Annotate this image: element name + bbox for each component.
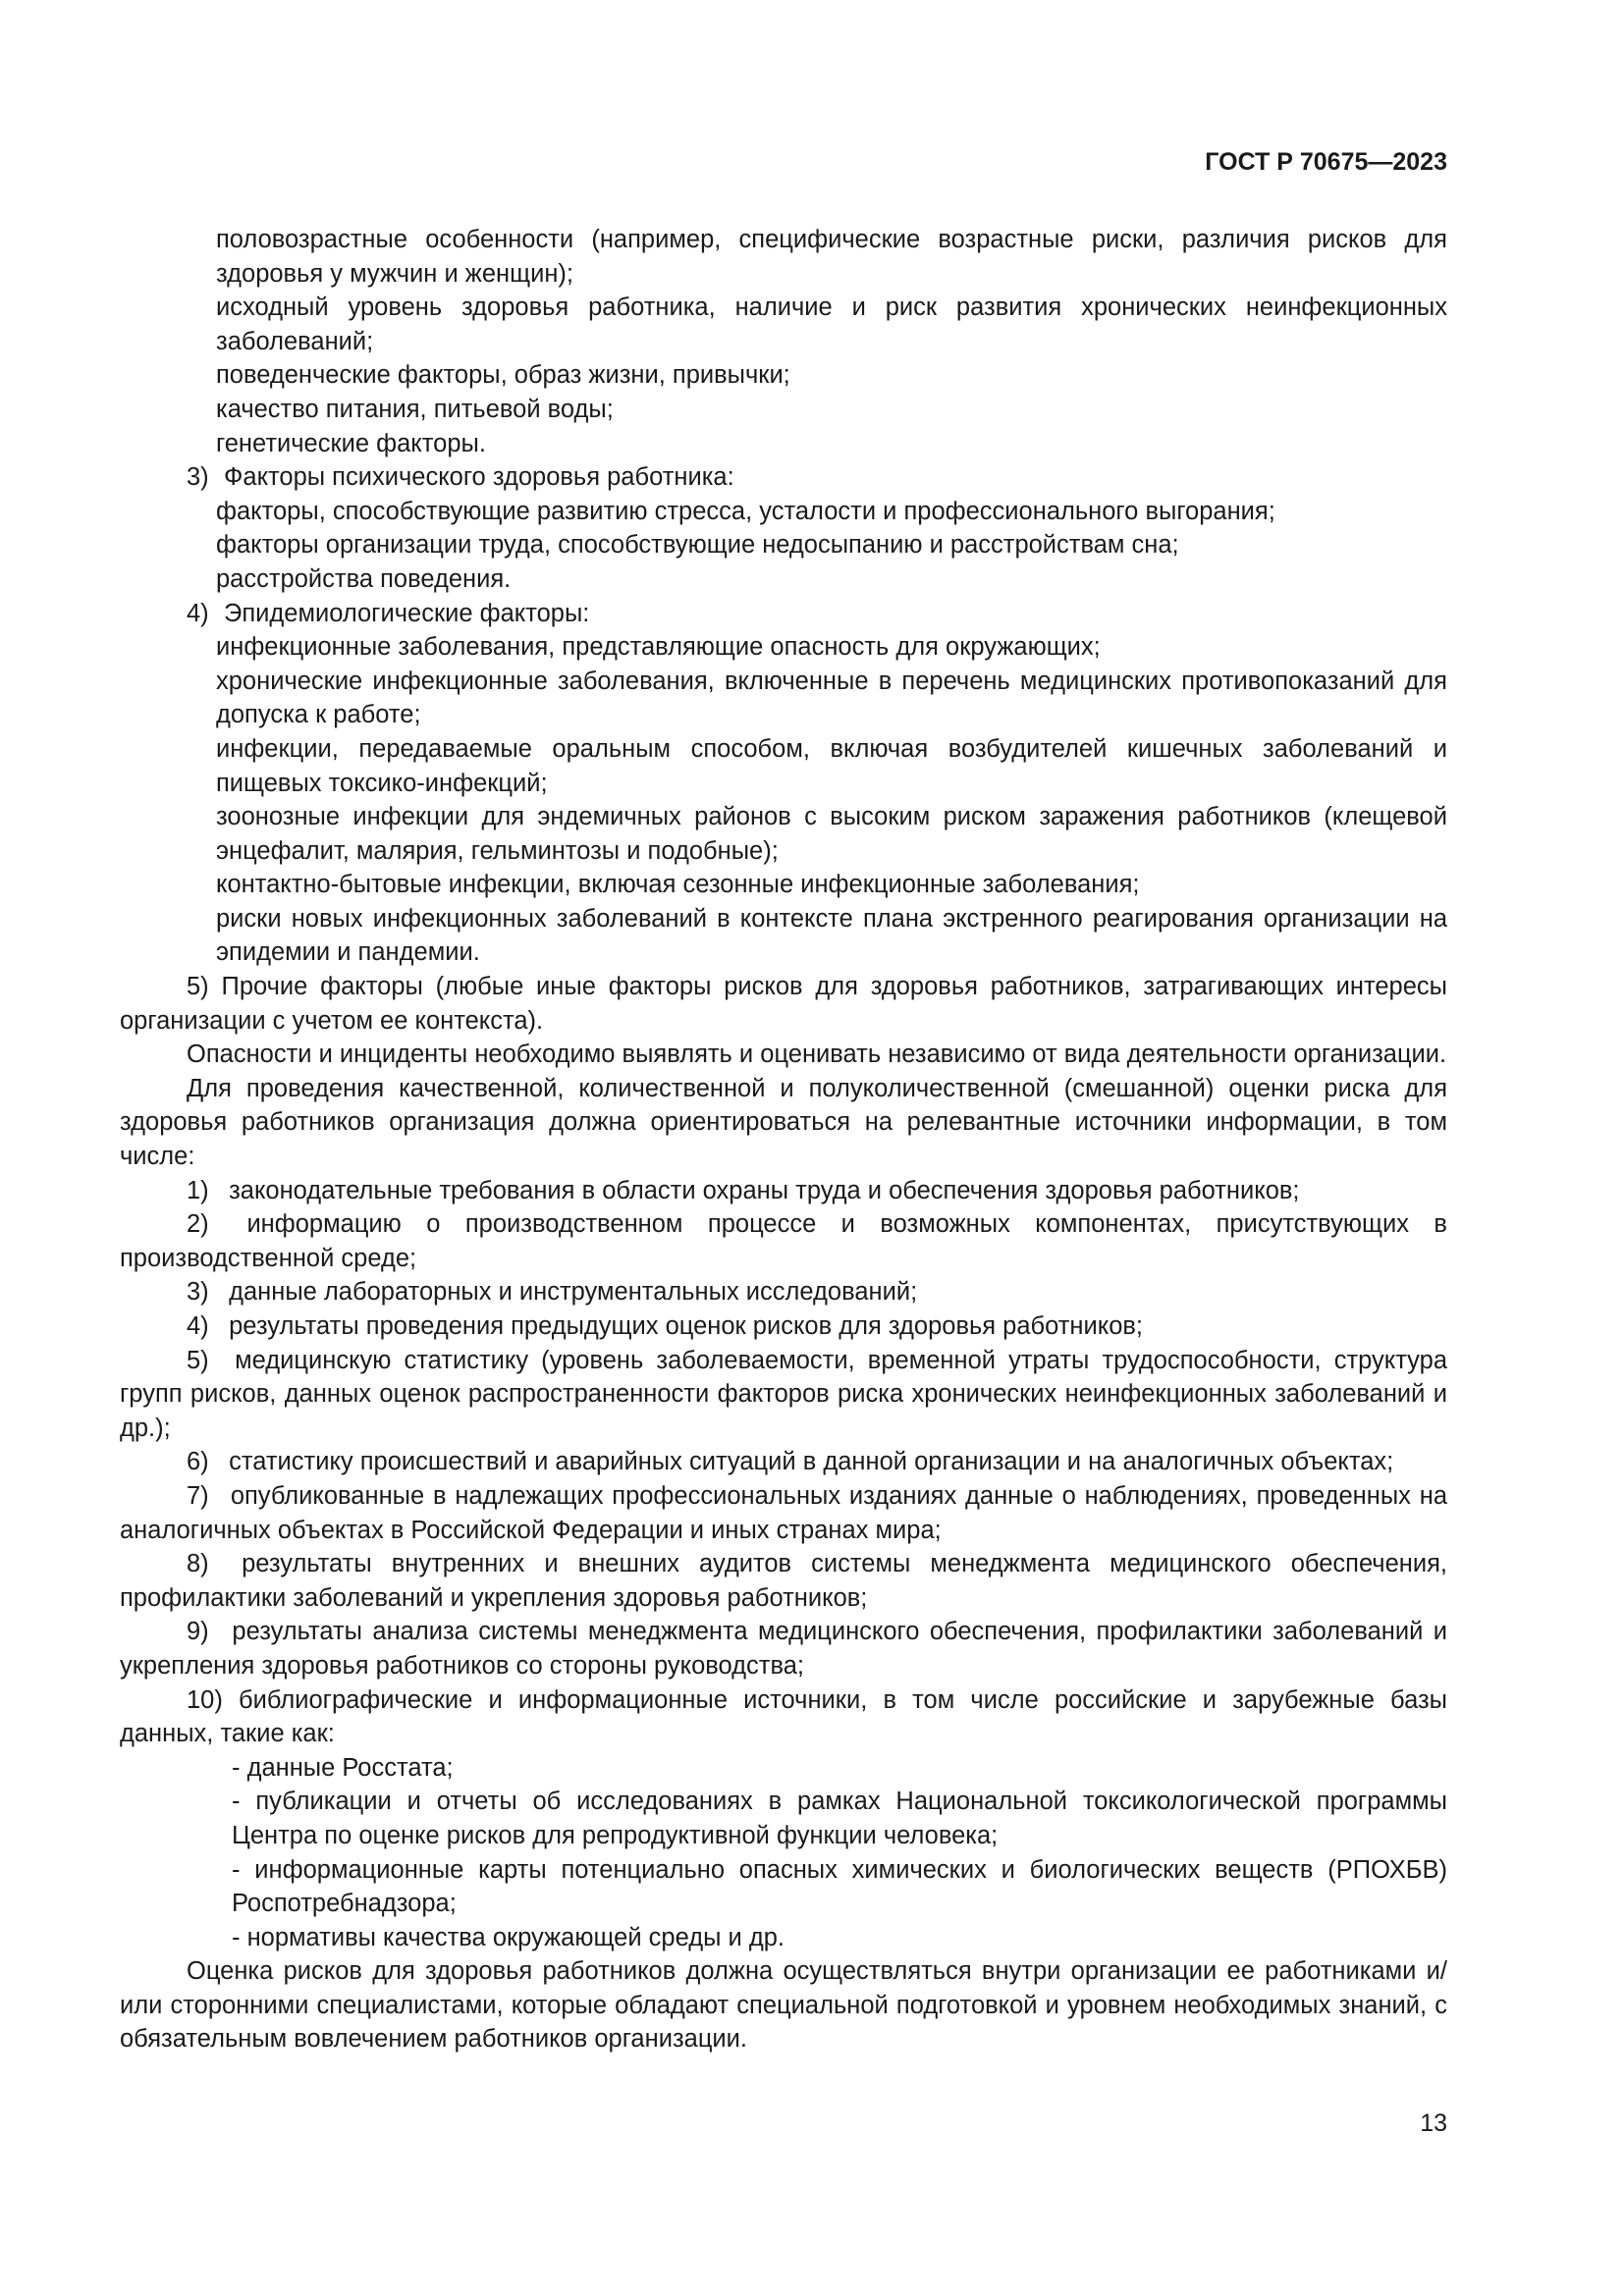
source-item bbox=[120, 1207, 1447, 1275]
source-number: 1) bbox=[187, 1176, 209, 1204]
intro-item: качество питания, питьевой воды; bbox=[216, 395, 614, 423]
factor-title: Факторы психического здоровья работника: bbox=[224, 463, 734, 492]
source-number: 3) bbox=[187, 1278, 209, 1307]
source-number: 10) bbox=[187, 1685, 223, 1714]
intro-item: генетические факторы. bbox=[216, 429, 486, 457]
factor-heading bbox=[120, 460, 1447, 495]
database-item: - нормативы качества окружающей среды и др. bbox=[232, 1923, 785, 1951]
final-paragraph: Оценка рисков для здоровья работников должна осуществляться внутри организации ее работниками и/или сторонними специалистами, которые обладают специальной подготовкой и уровнем необходимых знаний, с обязательным вовлечением работников организации. bbox=[120, 1957, 1447, 2054]
source-number: 5) bbox=[187, 1346, 209, 1374]
source-number: 2) bbox=[187, 1210, 209, 1239]
source-number: 7) bbox=[187, 1481, 209, 1510]
factor-item: хронические инфекционные заболевания, включенные в перечень медицинских противопоказаний для допуска к работе; bbox=[216, 667, 1447, 729]
source-text: информацию о производственном процессе и возможных компонентах, присутствующих в производственной среде; bbox=[120, 1210, 1447, 1272]
database-item: - публикации и отчеты об исследованиях в рамках Национальной токсикологической программы Центра по оценке рисков для репродуктивной функции человека; bbox=[232, 1788, 1447, 1849]
factor-item: факторы, способствующие развитию стресса, усталости и профессионального выгорания; bbox=[216, 497, 1275, 525]
intro-item: половозрастные особенности (например, специфические возрастные риски, различия рисков для здоровья у мужчин и женщин); bbox=[216, 226, 1447, 288]
factor-number: 5) bbox=[187, 973, 209, 1001]
factor-text: Прочие факторы (любые иные факторы рисков для здоровья работников, затрагивающих интересы организации с учетом ее контекста). bbox=[120, 973, 1447, 1035]
document-body bbox=[120, 223, 1447, 2056]
source-text: опубликованные в надлежащих профессиональных изданиях данные о наблюдениях, проведенных на аналогичных объектах в Российской Федерации и иных странах мира; bbox=[120, 1481, 1447, 1544]
source-text: результаты анализа системы менеджмента медицинского обеспечения, профилактики заболеваний и укрепления здоровья работников со стороны руководства; bbox=[120, 1618, 1447, 1680]
factor-item: контактно-бытовые инфекции, включая сезонные инфекционные заболевания; bbox=[216, 871, 1140, 899]
factor-item: факторы организации труда, способствующие недосыпанию и расстройствам сна; bbox=[216, 531, 1179, 560]
factor-item: инфекционные заболевания, представляющие опасность для окружающих; bbox=[216, 633, 1101, 662]
source-item bbox=[120, 1275, 1447, 1309]
source-text: библиографические и информационные источники, в том числе российские и зарубежные базы данных, такие как: bbox=[120, 1685, 1447, 1748]
intro-item: поведенческие факторы, образ жизни, привычки; bbox=[216, 361, 790, 390]
source-item bbox=[120, 1615, 1447, 1682]
hazards-paragraph: Опасности и инциденты необходимо выявлять и оценивать независимо от вида деятельности организации. bbox=[187, 1041, 1447, 1069]
factor-item: расстройства поведения. bbox=[216, 564, 512, 593]
source-item bbox=[120, 1309, 1447, 1344]
source-item bbox=[120, 1445, 1447, 1479]
factor-5-paragraph bbox=[120, 970, 1447, 1038]
standard-number: ГОСТ Р 70675—2023 bbox=[1205, 148, 1447, 176]
source-item bbox=[120, 1174, 1447, 1208]
source-number: 6) bbox=[187, 1448, 209, 1476]
source-number: 9) bbox=[187, 1618, 209, 1646]
source-text: статистику происшествий и аварийных ситуаций в данной организации и на аналогичных объектах; bbox=[229, 1448, 1394, 1476]
page-number: 13 bbox=[1420, 2109, 1447, 2137]
source-text: законодательные требования в области охраны труда и обеспечения здоровья работников; bbox=[229, 1176, 1300, 1204]
database-item: - информационные карты потенциально опасных химических и биологических веществ (РПОХБВ) Роспотребнадзора; bbox=[232, 1855, 1447, 1918]
source-number: 8) bbox=[187, 1550, 209, 1578]
factor-number: 4) bbox=[187, 599, 209, 627]
factor-item: зоонозные инфекции для эндемичных районов с высоким риском заражения работников (клещевой энцефалит, малярия, гельминтозы и подобные); bbox=[216, 803, 1447, 865]
source-text: медицинскую статистику (уровень заболеваемости, временной утраты трудоспособности, структура групп рисков, данных оценок распространенности факторов риска хронических неинфекционных заболеваний и др.); bbox=[120, 1346, 1448, 1442]
source-number: 4) bbox=[187, 1312, 209, 1340]
database-item: - данные Росстата; bbox=[232, 1753, 454, 1782]
source-text: данные лабораторных и инструментальных исследований; bbox=[229, 1278, 918, 1307]
source-item bbox=[120, 1683, 1447, 1751]
intro-item: исходный уровень здоровья работника, наличие и риск развития хронических неинфекционных заболеваний; bbox=[216, 294, 1447, 355]
source-text: результаты проведения предыдущих оценок рисков для здоровья работников; bbox=[229, 1312, 1144, 1340]
factor-number: 3) bbox=[187, 463, 209, 492]
factor-title: Эпидемиологические факторы: bbox=[224, 599, 590, 627]
factor-heading bbox=[120, 597, 1447, 631]
source-item bbox=[120, 1344, 1447, 1446]
source-item bbox=[120, 1547, 1447, 1615]
factor-item: риски новых инфекционных заболеваний в контексте плана экстренного реагирования организации на эпидемии и пандемии. bbox=[216, 904, 1447, 967]
factor-item: инфекции, передаваемые оральным способом, включая возбудителей кишечных заболеваний и пищевых токсико-инфекций; bbox=[216, 734, 1447, 797]
source-text: результаты внутренних и внешних аудитов системы менеджмента медицинского обеспечения, профилактики заболеваний и укрепления здоровья работников; bbox=[120, 1550, 1447, 1612]
sources-paragraph: Для проведения качественной, количественной и полуколичественной (смешанной) оценки риска для здоровья работников организация должна ориентироваться на релевантные источники информации, в том числе: bbox=[120, 1074, 1447, 1171]
source-item bbox=[120, 1479, 1447, 1547]
